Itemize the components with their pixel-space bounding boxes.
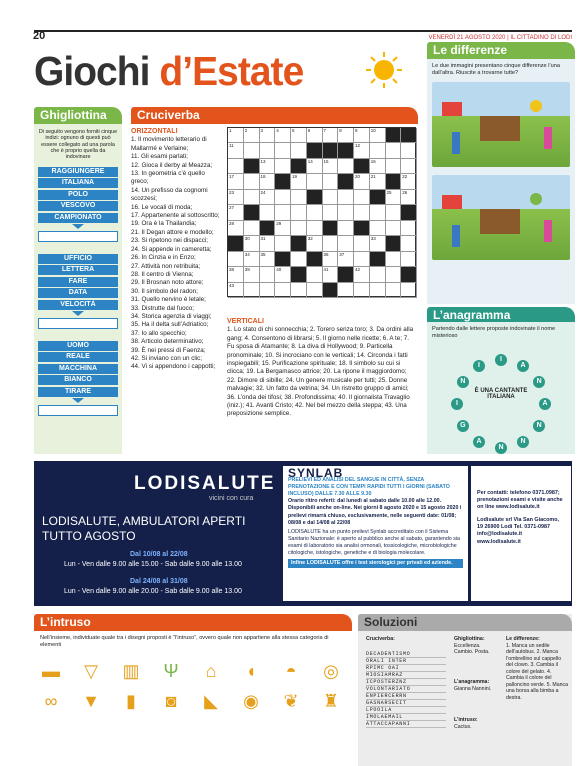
- solution-row: ATTACCAPANNI: [366, 721, 446, 728]
- arrow-down-icon: [72, 398, 84, 403]
- clue-pill: RAGGIUNGERE: [38, 167, 118, 177]
- grid-cell[interactable]: [244, 190, 260, 205]
- taco-icon[interactable]: ◓: [285, 660, 297, 681]
- letter-tile: N: [533, 376, 545, 388]
- grid-cell[interactable]: 14: [307, 159, 323, 174]
- page-title: Giochi d’Estate: [34, 48, 304, 94]
- grid-cell[interactable]: 39: [244, 267, 260, 282]
- sol-ana-label: L’anagramma:: [454, 679, 490, 685]
- sol-cruciverba-label: Cruciverba:: [366, 636, 395, 642]
- grid-cell[interactable]: [370, 143, 386, 158]
- grid-cell[interactable]: [386, 252, 402, 267]
- grid-cell[interactable]: [244, 221, 260, 236]
- definition: 28. Il centro di Vienna;: [131, 270, 194, 278]
- clue-pill: MACCHINA: [38, 364, 118, 374]
- donut-icon[interactable]: ◎: [323, 660, 339, 681]
- grid-cell[interactable]: 30: [244, 236, 260, 251]
- grid-cell: [354, 221, 370, 236]
- hotdog-icon[interactable]: ◖: [245, 660, 257, 681]
- grid-cell: [338, 143, 354, 158]
- letter-tile: A: [473, 436, 485, 448]
- ad-contacts: [471, 466, 571, 601]
- grid-cell[interactable]: [228, 252, 244, 267]
- ad-period2: Dal 24/08 al 31/08: [130, 578, 188, 585]
- synlab-footer: Infine LODISALUTE offre i test sierologici per privati ed aziende.: [288, 559, 463, 568]
- differenze-box: [427, 59, 575, 304]
- definition: 19. Ora è la Thailandia;: [131, 220, 197, 228]
- definition: 39. È nei pressi di Faenza;: [131, 346, 206, 354]
- pretzel-icon[interactable]: ∞: [44, 690, 58, 711]
- grid-cell[interactable]: 21: [370, 174, 386, 189]
- definition: 33. Distrutte dal fuoco;: [131, 304, 195, 312]
- grid-cell: [307, 143, 323, 158]
- grid-cell[interactable]: [307, 267, 323, 282]
- ghigliottina-desc: Di seguito vengono forniti cinque indizi: ognuno di questi può essere collegato ad una parola che è proprio quella da indovinare: [38, 129, 118, 161]
- differenze-desc: Le due immagini presentano cinque differenze l’una dall’altra. Riuscite a trovarne tutte?: [432, 63, 561, 76]
- grid-cell[interactable]: 31: [260, 236, 276, 251]
- grid-cell[interactable]: [386, 221, 402, 236]
- grid-cell: [370, 252, 386, 267]
- clue-pill: BIANCO: [38, 375, 118, 385]
- pizza-icon[interactable]: ◣: [204, 690, 218, 711]
- grid-cell[interactable]: [291, 190, 307, 205]
- grid-cell[interactable]: 19: [291, 174, 307, 189]
- grid-cell[interactable]: [291, 283, 307, 298]
- cruciverba-title: Cruciverba: [131, 107, 418, 124]
- anagramma-box: [427, 322, 575, 454]
- sol-int-label: L’intruso:: [454, 717, 478, 723]
- drink-icon[interactable]: ▮: [126, 690, 136, 711]
- grid-cell[interactable]: [260, 205, 276, 220]
- solution-row: RPIMC OAI: [366, 665, 446, 672]
- definition: 1. Il movimento letterario di Mallarmé e Verlaine;: [131, 136, 207, 152]
- definition: 13. In geometria c’è quello greco;: [131, 170, 205, 186]
- grid-cell: [401, 128, 417, 143]
- solution-row: GASNARSECIT: [366, 700, 446, 707]
- clue-pill: TIRARE: [38, 387, 118, 397]
- synlab-panel: [283, 466, 468, 601]
- grid-cell[interactable]: 20: [354, 174, 370, 189]
- definition: 24. Si appende in cameretta;: [131, 245, 212, 253]
- grid-cell[interactable]: [275, 236, 291, 251]
- grid-cell[interactable]: [338, 283, 354, 298]
- grid-cell[interactable]: 25: [386, 190, 402, 205]
- grid-cell[interactable]: 1: [228, 128, 244, 143]
- grid-cell[interactable]: [275, 190, 291, 205]
- grid-cell[interactable]: [401, 159, 417, 174]
- grid-cell[interactable]: [354, 283, 370, 298]
- definition: 12. Gioca il derby al Meazza;: [131, 161, 213, 169]
- chicken-leg-icon[interactable]: ❦: [283, 690, 299, 711]
- sol-ana: Gianna Nannini.: [454, 685, 492, 692]
- ad-address: Lodisalute srl Via San Giacomo, 19 26900 Lodi Tel. 0371-0987 info@lodisalute.it www.lodisalute.it: [477, 517, 559, 545]
- grid-cell: [338, 174, 354, 189]
- grid-cell[interactable]: 40: [275, 267, 291, 282]
- grid-cell[interactable]: 15: [323, 159, 339, 174]
- grid-cell: [260, 221, 276, 236]
- letter-tile: G: [457, 420, 469, 432]
- grid-cell[interactable]: 6: [307, 128, 323, 143]
- sol-diff-label: Le differenze:: [506, 636, 540, 642]
- definition: 11. Gli esami parlati;: [131, 153, 188, 161]
- definition: 16. Le vocali di moda;: [131, 203, 193, 211]
- grid-cell: [323, 143, 339, 158]
- ghigliottina-title: Ghigliottina: [34, 107, 122, 124]
- grid-cell[interactable]: 18: [260, 174, 276, 189]
- grid-cell[interactable]: [370, 267, 386, 282]
- grid-cell[interactable]: 11: [228, 143, 244, 158]
- anagramma-center: È UNA CANTANTE ITALIANA: [474, 388, 528, 400]
- grid-cell[interactable]: 42: [354, 267, 370, 282]
- differenze-image-top[interactable]: [432, 82, 570, 167]
- definition: 21. Il Degan attore e modello;: [131, 228, 214, 236]
- orizzontali-list: [131, 128, 223, 372]
- solution-row: ENPIERCERRN: [366, 693, 446, 700]
- grid-cell[interactable]: [386, 159, 402, 174]
- grid-cell[interactable]: [338, 205, 354, 220]
- grid-cell: [386, 128, 402, 143]
- grid-cell[interactable]: [291, 221, 307, 236]
- popcorn-icon[interactable]: ▥: [122, 660, 140, 681]
- letter-tile: I: [473, 360, 485, 372]
- grid-cell[interactable]: 32: [307, 236, 323, 251]
- grid-cell: [228, 236, 244, 251]
- grid-cell[interactable]: [386, 205, 402, 220]
- grid-cell[interactable]: 36: [323, 252, 339, 267]
- grid-cell: [354, 159, 370, 174]
- grid-cell[interactable]: 41: [323, 267, 339, 282]
- grid-cell[interactable]: [354, 205, 370, 220]
- grid-cell[interactable]: [338, 236, 354, 251]
- intruso-section: [34, 614, 352, 766]
- grid-cell[interactable]: [401, 236, 417, 251]
- definition: 31. Quello nervino è letale;: [131, 296, 206, 304]
- grid-cell[interactable]: 34: [244, 252, 260, 267]
- grid-cell: [401, 267, 417, 282]
- grid-cell[interactable]: [386, 283, 402, 298]
- grid-cell[interactable]: [307, 283, 323, 298]
- grid-cell[interactable]: [260, 283, 276, 298]
- grid-cell: [291, 159, 307, 174]
- answer-box[interactable]: [38, 318, 118, 329]
- top-bar: VENERDÌ 21 AGOSTO 2020 | IL CITTADINO DI LODI: [34, 30, 572, 41]
- grid-cell[interactable]: [228, 159, 244, 174]
- grid-cell[interactable]: [244, 143, 260, 158]
- letter-tile: I: [495, 354, 507, 366]
- orizzontali-heading: ORIZZONTALI: [131, 128, 178, 135]
- ad-period1: Dal 10/08 al 22/08: [130, 551, 188, 558]
- grid-cell[interactable]: 16: [370, 159, 386, 174]
- grid-cell[interactable]: [370, 221, 386, 236]
- ad-brand: LODISALUTE: [134, 473, 276, 494]
- grid-cell[interactable]: 3: [260, 128, 276, 143]
- grid-cell[interactable]: 23: [228, 190, 244, 205]
- grid-cell[interactable]: 9: [354, 128, 370, 143]
- grid-cell: [338, 267, 354, 282]
- intruso-title: L’intruso: [34, 614, 352, 631]
- clue-pill: ITALIANA: [38, 178, 118, 188]
- ice-cream-icon[interactable]: ▽: [84, 660, 98, 681]
- grid-cell: [307, 190, 323, 205]
- definition: 34. Storica agenzia di viaggi;: [131, 312, 212, 320]
- grid-cell: [307, 252, 323, 267]
- grid-cell[interactable]: [260, 267, 276, 282]
- grid-cell[interactable]: 28: [228, 221, 244, 236]
- grid-cell[interactable]: [401, 252, 417, 267]
- grid-cell[interactable]: 8: [338, 128, 354, 143]
- grid-cell[interactable]: [275, 283, 291, 298]
- intruso-icons: [34, 652, 352, 720]
- grid-cell[interactable]: [291, 143, 307, 158]
- clue-pill: DATA: [38, 288, 118, 298]
- grid-cell[interactable]: [275, 143, 291, 158]
- definition: 30. Il simbolo del radon;: [131, 287, 198, 295]
- grid-cell[interactable]: 5: [291, 128, 307, 143]
- date: VENERDÌ 21 AGOSTO 2020: [428, 34, 506, 41]
- arrow-down-icon: [72, 311, 84, 316]
- grid-cell[interactable]: [401, 221, 417, 236]
- clue-pill: LETTERA: [38, 265, 118, 275]
- intruso-desc: Nell’insieme, individuate quale tra i disegni proposti è “l’intruso”, ovvero quale non appartiene alla stessa categoria di elementi: [40, 635, 329, 648]
- grid-cell[interactable]: [291, 205, 307, 220]
- grid-cell: [291, 267, 307, 282]
- solution-row: VOLONTARIATO: [366, 686, 446, 693]
- definition: 14. Un prefisso da cognomi scozzesi;: [131, 186, 208, 203]
- verticali-text: 1. Lo stato di chi sonnecchia; 2. Torero senza toro; 3. Da ordini alla gang; 4. Consentono di librarsi; 5. Il giorno nelle ricette; 6. A te; 7. Fu sposa di Atamante; 8. La diva di Hollywood; 9. Particella pronominale; 10. Si incrociano con le verticali; 14. Circonda i fatti inspiegabili; 15. Purificazione spirituale; 18. Il simbolo su cui si clicca; 19. La Bergamasco attrice; 20. La ripone il maggiordomo; 22. Dimore di sibille; 24. Un genere musicale per tutti; 25. Donne malvagie; 32. Un fatto da vetrina; 34. Un ristretto gruppo di amici; 36. L’onda dei tifosi; 38. Profondissima; 40. Il giornalista Travaglio (iniz.); 41. Avanti Cristo; 42. Nel bel mezzo della steppa; 43. Una preposizione semplice.: [227, 326, 414, 418]
- solution-row: IMOLAEMAIL: [366, 714, 446, 721]
- grid-cell[interactable]: [401, 283, 417, 298]
- noodles-icon[interactable]: ◙: [165, 690, 177, 711]
- grid-cell: [275, 174, 291, 189]
- ad-hours1: Lun - Ven dalle 9.00 alle 15.00 - Sab dalle 9.00 alle 13.00: [64, 561, 242, 568]
- definition: 17. Appartenente al sottoscritto;: [131, 212, 220, 220]
- solution-row: LPOOILA: [366, 707, 446, 714]
- letter-tile: N: [533, 420, 545, 432]
- page-number: 20: [33, 30, 46, 42]
- grid-cell[interactable]: [354, 252, 370, 267]
- grid-cell: [323, 283, 339, 298]
- verticali-list: [227, 318, 417, 419]
- burger-icon[interactable]: ▬: [42, 660, 60, 681]
- grid-cell[interactable]: 27: [228, 205, 244, 220]
- grid-cell[interactable]: [386, 267, 402, 282]
- grid-cell: [244, 159, 260, 174]
- differenze-image-bottom[interactable]: [432, 175, 570, 260]
- grid-cell[interactable]: [275, 205, 291, 220]
- grid-cell[interactable]: [338, 221, 354, 236]
- grid-cell[interactable]: [323, 174, 339, 189]
- differenze-title: Le differenze: [427, 42, 575, 59]
- grid-cell: [291, 236, 307, 251]
- definition: 35. Ha il delta sull’Adriatico;: [131, 321, 209, 329]
- anagramma-title: L’anagramma: [427, 307, 575, 324]
- grid-cell[interactable]: 17: [228, 174, 244, 189]
- grid-cell[interactable]: [275, 159, 291, 174]
- grid-cell[interactable]: 29: [275, 221, 291, 236]
- clue-pill: POLO: [38, 190, 118, 200]
- solution-grid: [366, 651, 446, 736]
- cone-icon[interactable]: ▼: [82, 690, 100, 711]
- ad-tagline: vicini con cura: [209, 495, 254, 502]
- grid-cell[interactable]: [291, 252, 307, 267]
- soluzioni-title: Soluzioni: [358, 614, 572, 631]
- sun-icon: [364, 50, 404, 90]
- grid-cell[interactable]: [307, 221, 323, 236]
- grid-cell[interactable]: [244, 174, 260, 189]
- grid-cell: [275, 252, 291, 267]
- newspaper: IL CITTADINO DI LODI: [510, 34, 572, 41]
- answer-box[interactable]: [38, 231, 118, 242]
- crossword-grid[interactable]: [227, 127, 416, 297]
- grid-cell: [244, 205, 260, 220]
- grid-cell[interactable]: [370, 283, 386, 298]
- ad-hours2: Lun - Ven dalle 9.00 alle 20.00 - Sab dalle 9.00 alle 13.00: [64, 588, 242, 595]
- solution-row: ICPOSTERZNZ: [366, 679, 446, 686]
- definition: 38. Articolo determinativo;: [131, 338, 204, 346]
- grid-cell[interactable]: [323, 205, 339, 220]
- grid-cell[interactable]: [386, 143, 402, 158]
- sol-ghig: Eccellenza. Cambio. Posta.: [454, 642, 490, 655]
- grid-cell[interactable]: [370, 205, 386, 220]
- letter-tile: I: [451, 398, 463, 410]
- definition: 42. Si inviano con un clic;: [131, 354, 203, 362]
- clue-pill: UFFICIO: [38, 254, 118, 264]
- grid-cell[interactable]: [354, 236, 370, 251]
- definition: 27. Attività non retribuita;: [131, 262, 201, 270]
- letter-tile: A: [517, 360, 529, 372]
- grid-cell[interactable]: 13: [260, 159, 276, 174]
- grid-cell[interactable]: 33: [370, 236, 386, 251]
- cupcake-icon[interactable]: ⌂: [205, 660, 217, 681]
- verticali-heading: VERTICALI: [227, 318, 264, 325]
- grid-cell[interactable]: [260, 143, 276, 158]
- definition: 44. Vi si appendono i cappotti;: [131, 363, 216, 371]
- arrow-down-icon: [72, 224, 84, 229]
- sol-int: Cactus.: [454, 723, 472, 730]
- grid-cell[interactable]: [323, 190, 339, 205]
- grid-cell[interactable]: 2: [244, 128, 260, 143]
- grid-cell[interactable]: [338, 190, 354, 205]
- grid-cell: [401, 205, 417, 220]
- synlab-body: Orario ritiro referti: dal lunedì al sabato dalle 10.00 alle 12.00. Disponibili anche on-line. Nei giorni 8 agosto 2020 e 15 agosto 2020 i prelievi rimarrà chiuso, esclusivamente, nelle seguenti date: 01/08; 08/08 e dal 14/08 al 22/08: [288, 498, 462, 526]
- letter-tile: N: [495, 442, 507, 454]
- answer-box[interactable]: [38, 405, 118, 416]
- clue-pill: VESCOVO: [38, 201, 118, 211]
- grid-cell[interactable]: 37: [338, 252, 354, 267]
- definition: 37. Io allo specchio;: [131, 329, 187, 337]
- ghigliottina-box: [34, 124, 122, 454]
- synlab-headline: PRELIEVI ED ANALISI DEL SANGUE IN CITTÀ, SENZA PRENOTAZIONE E CON TEMPI RAPIDI TUTTI I GIORNI (SABATO INCLUSO) DALLE 7.30 ALLE 9.30: [288, 477, 450, 498]
- definition: 23. Si ripetono nei dispacci;: [131, 237, 209, 245]
- clue-pill: CAMPIONATO: [38, 213, 118, 223]
- cactus-icon[interactable]: Ψ: [163, 660, 179, 681]
- synlab-copy: LODISALUTE ha un punto prelievi Synlab accreditato con il Sistema Sanitario Nazionale: è aperto al pubblico anche al sabato, garantendo sia esami di laboratorio sia analisi ormonali, tossicologiche, microbiologiche citologiche, istologiche, genetiche e di biologia molecolare.: [288, 528, 460, 557]
- grid-cell[interactable]: [244, 283, 260, 298]
- definition: 29. Il Brosnan noto attore;: [131, 279, 204, 287]
- grid-cell[interactable]: 24: [260, 190, 276, 205]
- clue-pill: REALE: [38, 352, 118, 362]
- cake-icon[interactable]: ◉: [243, 690, 259, 711]
- clue-pill: UOMO: [38, 341, 118, 351]
- grid-cell[interactable]: 12: [354, 143, 370, 158]
- grid-cell[interactable]: 38: [228, 267, 244, 282]
- grid-cell: [386, 236, 402, 251]
- ad-headline: LODISALUTE, AMBULATORI APERTI TUTTO AGOSTO: [42, 514, 246, 543]
- definition: 26. In Cinzia e in Enzo;: [131, 254, 196, 262]
- solution-row: MIOSIAMRAZ: [366, 672, 446, 679]
- synlab-logo: SYNLAB: [288, 466, 344, 480]
- grid-cell[interactable]: 22: [401, 174, 417, 189]
- grid-cell[interactable]: 10: [370, 128, 386, 143]
- grid-cell[interactable]: [338, 159, 354, 174]
- sol-diff: 1. Manca un sedile dell’autobus. 2. Manca l’ombrellino sul cappello del clown. 3. Cambia il colore del gelato. 4. Cambia il colore del palloncino verde. 5. Manca una borsa alla bimba a destra.: [506, 642, 568, 701]
- grid-cell[interactable]: [401, 143, 417, 158]
- anagramma-desc: Partendo dalle lettere proposte indovinate il nome misterioso: [432, 326, 556, 339]
- grid-cell[interactable]: [307, 205, 323, 220]
- letter-tile: N: [457, 376, 469, 388]
- grid-cell: [370, 190, 386, 205]
- grid-cell[interactable]: 26: [401, 190, 417, 205]
- grid-cell[interactable]: [307, 174, 323, 189]
- grid-cell[interactable]: [354, 190, 370, 205]
- grid-cell: [323, 221, 339, 236]
- letter-tile: A: [539, 398, 551, 410]
- grid-cell: [386, 174, 402, 189]
- solution-row: DECADENTISMO: [366, 651, 446, 658]
- grid-cell[interactable]: [323, 236, 339, 251]
- letter-tile: N: [517, 436, 529, 448]
- ad-contact-text: Per contatti: telefono 0371.0987; prenotazioni esami e visite anche on line www.lodisalute.it: [477, 490, 563, 511]
- solution-row: ORALI INTER: [366, 658, 446, 665]
- grid-cell[interactable]: 4: [275, 128, 291, 143]
- fries-icon[interactable]: ♜: [322, 690, 340, 711]
- clue-pill: VELOCITÀ: [38, 300, 118, 310]
- grid-cell[interactable]: 43: [228, 283, 244, 298]
- clue-pill: FARE: [38, 277, 118, 287]
- sol-ghig-label: Ghigliottina:: [454, 636, 485, 642]
- grid-cell[interactable]: 7: [323, 128, 339, 143]
- grid-cell[interactable]: 35: [260, 252, 276, 267]
